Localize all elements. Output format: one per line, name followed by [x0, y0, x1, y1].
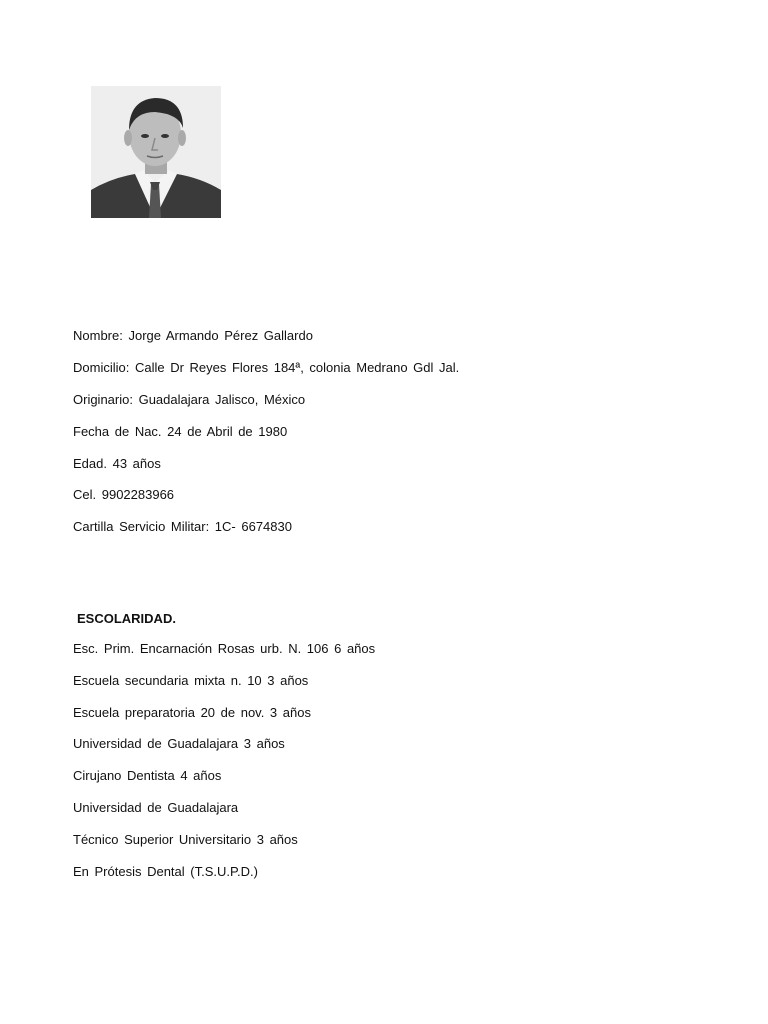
- fecha-nac-text: Fecha de Nac. 24 de Abril de 1980: [73, 424, 288, 439]
- escolaridad-item: Escuela secundaria mixta n. 10 3 años: [73, 673, 309, 688]
- originario-text: Originario: Guadalajara Jalisco, México: [73, 392, 306, 407]
- domicilio-text: Domicilio: Calle Dr Reyes Flores 184ª, colonia Medrano Gdl Jal.: [73, 360, 460, 375]
- escolaridad-item: Universidad de Guadalajara: [73, 800, 239, 815]
- escolaridad-item: Técnico Superior Universitario 3 años: [73, 832, 298, 847]
- nombre-text: Nombre: Jorge Armando Pérez Gallardo: [73, 328, 313, 343]
- escolaridad-item: Esc. Prim. Encarnación Rosas urb. N. 106 6 años: [73, 641, 376, 656]
- edad-text: Edad. 43 años: [73, 456, 161, 471]
- portrait-photo-icon: [91, 86, 221, 218]
- escolaridad-heading: ESCOLARIDAD.: [77, 611, 176, 626]
- escolaridad-item: Cirujano Dentista 4 años: [73, 768, 222, 783]
- portrait-photo: [91, 86, 221, 218]
- escolaridad-item: En Prótesis Dental (T.S.U.P.D.): [73, 864, 258, 879]
- escolaridad-item: Universidad de Guadalajara 3 años: [73, 736, 285, 751]
- cartilla-text: Cartilla Servicio Militar: 1C- 6674830: [73, 519, 292, 534]
- escolaridad-item: Escuela preparatoria 20 de nov. 3 años: [73, 705, 311, 720]
- cel-text: Cel. 9902283966: [73, 487, 175, 502]
